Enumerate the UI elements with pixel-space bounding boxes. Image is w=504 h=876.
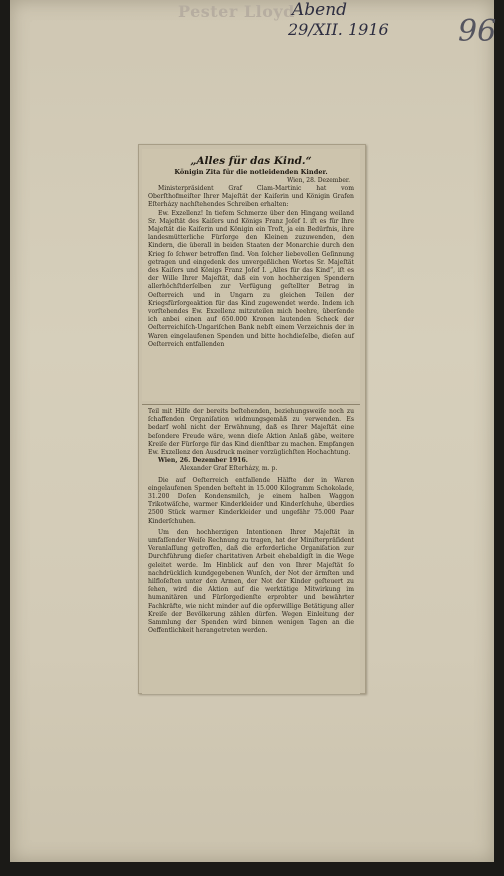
letter-paragraph-one: Ew. Exzellenz! In tiefem Schmerze über den Hingang weiland Sr. Majeſtät des Kaiſers und Königs Franz Joſef I. iſt es für Ihre Majeſtät die Kaiſerin und Königin ein Troſt, ja ein Bedürfnis, ihre landesmütterliche Fürſorge den Kleinen zuzuwenden, den Kindern, die überall in beiden Staaten der Monarchie durch den Krieg ſo ſchwer betroffen ſind. Von ſolcher liebevollen Geſinnung getragen und eingedenk des unvergeßlichen Wortes Sr. Majeſtät des Kaiſers und Königs Franz Joſef I. „Alles für das Kind“, iſt es der Wille Ihrer Majeſtät, daß ein von hochherzigen Spendern allerhöchſtderſelben zur Verfügung geſtellter Betrag in Oeſterreich und in Ungarn zu gleichen Teilen der Kriegsfürſorgeaktion für das Kind zugewendet werde. Indem ich vorſtehendes Ew. Exzellenz mitzuteilen mich beehre, überſende ich anbei einen auf 650.000 Kronen lautenden Scheck der Oeſterreichiſch-Ungariſchen Bank nebſt einem Verzeichnis der in Waren eingelaufenen Spenden und bitte hochdieſelbe, dieſen auf Oeſterreich entfallenden: [148, 209, 354, 348]
archive-sheet: [10, 0, 497, 862]
article-subtitle: Königin Zita für die notleidenden Kinder.: [174, 168, 328, 176]
article-dateline: Wien, 28. Dezember.: [287, 177, 350, 184]
clipping-part-two: [142, 404, 360, 694]
article-title: „Alles für das Kind.“: [190, 155, 312, 167]
letter-date: Wien, 26. Dezember 1916.: [158, 457, 248, 465]
clipping-part-one: [142, 149, 360, 401]
body-paragraph-two: Um den hochherzigen Intentionen Ihrer Majeſtät in umfaſſender Weiſe Rechnung zu tragen, hat der Miniſterpräſident Veranlaſſung getroffen, daß die erforderliche Organiſation zur Durchführung dieſer charitativen Arbeit ehebaldigſt in die Wege geleitet werde. Im Hinblick auf den von Ihrer Majeſtät ſo nachdrücklich kundgegebenen Wunſch, der Not der ärmſten und hilfloſeſten unter den Armen, der Not der Kinder geſteuert zu ſehen, wird die Aktion auf die werktätige Mitwirkung im humanitären und Fürſorgedienſte erprobter und bewährter Fachkräfte, wie nicht minder auf die opferwillige Betätigung aller Kreiſe der Bevölkerung zählen dürfen. Wegen Einleitung der Sammlung der Spenden wird binnen wenigen Tagen an die Oeffentlichkeit herangetreten werden.: [148, 528, 354, 635]
handwritten-page-number: 96: [458, 14, 497, 49]
letter-paragraph-two: Teil mit Hilfe der bereits beſtehenden, beziehungsweiſe noch zu ſchaffenden Organiſation widmungsgemäß zu verwenden. Es bedarf wohl nicht der Erwähnung, daß es Ihrer Majeſtät eine beſondere Freude wäre, wenn dieſe Aktion Anlaß gäbe, weitere Kreiſe der Fürſorge für das Kind dienſtbar zu machen. Empfangen Ew. Exzellenz den Ausdruck meiner vorzüglichſten Hochachtung.: [148, 408, 354, 457]
newspaper-clipping: [138, 144, 366, 694]
handwritten-date-note: 29/XII. 1916: [288, 20, 389, 39]
newspaper-stamp: Pester Lloyd: [178, 2, 295, 21]
letter-signature: Alexander Graf Eſterházy, m. p.: [180, 465, 278, 473]
article-intro: Ministerpräsident Graf Clam-Martinic hat vom Oberſthofmeiſter Ihrer Majeſtät der Kaiſerin und Königin Grafen Eſterházy nachſtehendes Schreiben erhalten:: [148, 185, 354, 209]
body-paragraph-one: Die auf Oeſterreich entfallende Hälfte der in Waren eingelaufenen Spenden beſteht in 15.000 Kilogramm Schokolade, 31.200 Doſen Kondensmilch, je einem halben Waggon Trikotwäſche, warmer Kinderkleider und Kinderſchuhe, überdies 2500 Stück warmer Kinderkleider und ungefähr 75.000 Paar Kinderſchuhen.: [148, 476, 354, 525]
handwritten-edition-note: Abend: [292, 0, 348, 20]
